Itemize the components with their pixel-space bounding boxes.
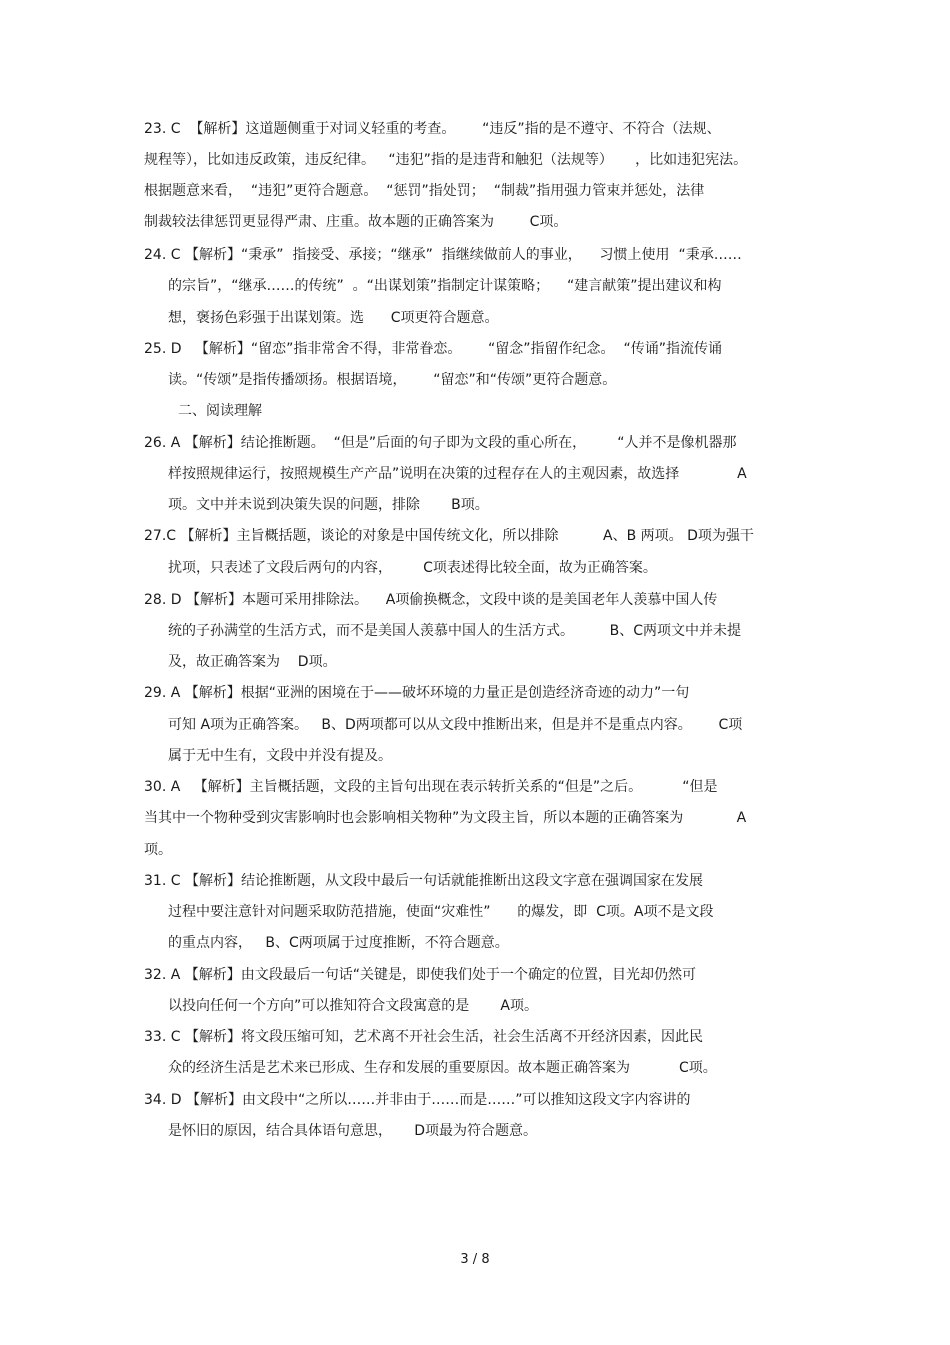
text-line: 样按照规律运行，按照规模生产产品”说明在决策的过程存在人的主观因素，故选择 A — [168, 466, 747, 482]
text-line: 24. C 【解析】“秉承” 指接受、承接；“继承” 指继续做前人的事业， 习惯上使用 “秉承…… — [144, 247, 742, 263]
text-line: 32. A 【解析】由文段最后一句话“关键是，即使我们处于一个确定的位置，目光却仍然可 — [144, 967, 696, 983]
text-line: 可知 A项为正确答案。 B、D两项都可以从文段中推断出来，但是并不是重点内容。 C项 — [168, 717, 743, 733]
text-line: 众的经济生活是艺术来已形成、生存和发展的重要原因。故本题正确答案为 C项。 — [168, 1060, 717, 1076]
text-line: 想，褒扬色彩强于出谋划策。选 C项更符合题意。 — [168, 310, 499, 326]
text-line: 项。文中并未说到决策失误的问题，排除 B项。 — [168, 497, 489, 513]
section-heading: 二、阅读理解 — [178, 403, 262, 419]
text-line: 扰项，只表述了文段后两句的内容， C项表述得比较全面，故为正确答案。 — [168, 560, 657, 576]
text-line: 26. A 【解析】结论推断题。 “但是”后面的句子即为文段的重心所在， “人并不是像机器那 — [144, 435, 737, 451]
text-line: 是怀旧的原因，结合具体语句意思， D项最为符合题意。 — [168, 1123, 538, 1139]
text-line: 项。 — [144, 842, 172, 858]
text-line: 25. D 【解析】“留恋”指非常舍不得，非常眷恋。 “留念”指留作纪念。 “传诵”指流传诵 — [144, 341, 722, 357]
text-line: 以投向任何一个方向”可以推知符合文段寓意的是 A项。 — [168, 998, 538, 1014]
text-line: 当其中一个物种受到灾害影响时也会影响相关物种”为文段主旨，所以本题的正确答案为 A — [144, 810, 747, 826]
text-line: 读。“传颂”是指传播颂扬。根据语境， “留恋”和“传颂”更符合题意。 — [168, 372, 617, 388]
text-line: 30. A 【解析】主旨概括题，文段的主旨句出现在表示转折关系的“但是”之后。 “但是 — [144, 779, 718, 795]
text-line: 31. C 【解析】结论推断题，从文段中最后一句话就能推断出这段文字意在强调国家在发展 — [144, 873, 703, 889]
text-line: 属于无中生有，文段中并没有提及。 — [168, 748, 392, 764]
text-line: 及，故正确答案为 D项。 — [168, 654, 337, 670]
text-line: 的宗旨”，“继承……的传统” 。“出谋划策”指制定计谋策略； “建言献策”提出建议和构 — [168, 278, 722, 294]
text-line: 23. C 【解析】这道题侧重于对词义轻重的考查。 “违反”指的是不遵守、不符合（法规、 — [144, 121, 721, 137]
page-number: 3 / 8 — [460, 1252, 490, 1267]
text-line: 34. D 【解析】由文段中“之所以……并非由于……而是……”可以推知这段文字内容讲的 — [144, 1092, 691, 1108]
text-line: 28. D 【解析】本题可采用排除法。 A项偷换概念，文段中谈的是美国老年人羡慕中国人传 — [144, 592, 718, 608]
text-line: 29. A 【解析】根据“亚洲的困境在于——破坏环境的力量正是创造经济奇迹的动力”一句 — [144, 685, 690, 701]
text-line: 根据题意来看， “违犯”更符合题意。 “惩罚”指处罚； “制裁”指用强力管束并惩处，法律 — [144, 183, 705, 199]
text-line: 27.C 【解析】主旨概括题，谈论的对象是中国传统文化，所以排除 A、B 两项。 D项为强干 — [144, 528, 754, 544]
text-line: 统的子孙满堂的生活方式，而不是美国人羡慕中国人的生活方式。 B、C两项文中并未提 — [168, 623, 741, 639]
text-line: 的重点内容， B、C两项属于过度推断，不符合题意。 — [168, 935, 509, 951]
text-line: 规程等），比如违反政策，违反纪律。 “违犯”指的是违背和触犯（法规等） ，比如违犯宪法。 — [144, 152, 748, 168]
text-line: 33. C 【解析】将文段压缩可知，艺术离不开社会生活，社会生活离不开经济因素，因此民 — [144, 1029, 703, 1045]
text-line: 制裁较法律惩罚更显得严肃、庄重。故本题的正确答案为 C项。 — [144, 214, 568, 230]
text-line: 过程中要注意针对问题采取防范措施，使面“灾难性” 的爆发，即 C项。A项不是文段 — [168, 904, 714, 920]
